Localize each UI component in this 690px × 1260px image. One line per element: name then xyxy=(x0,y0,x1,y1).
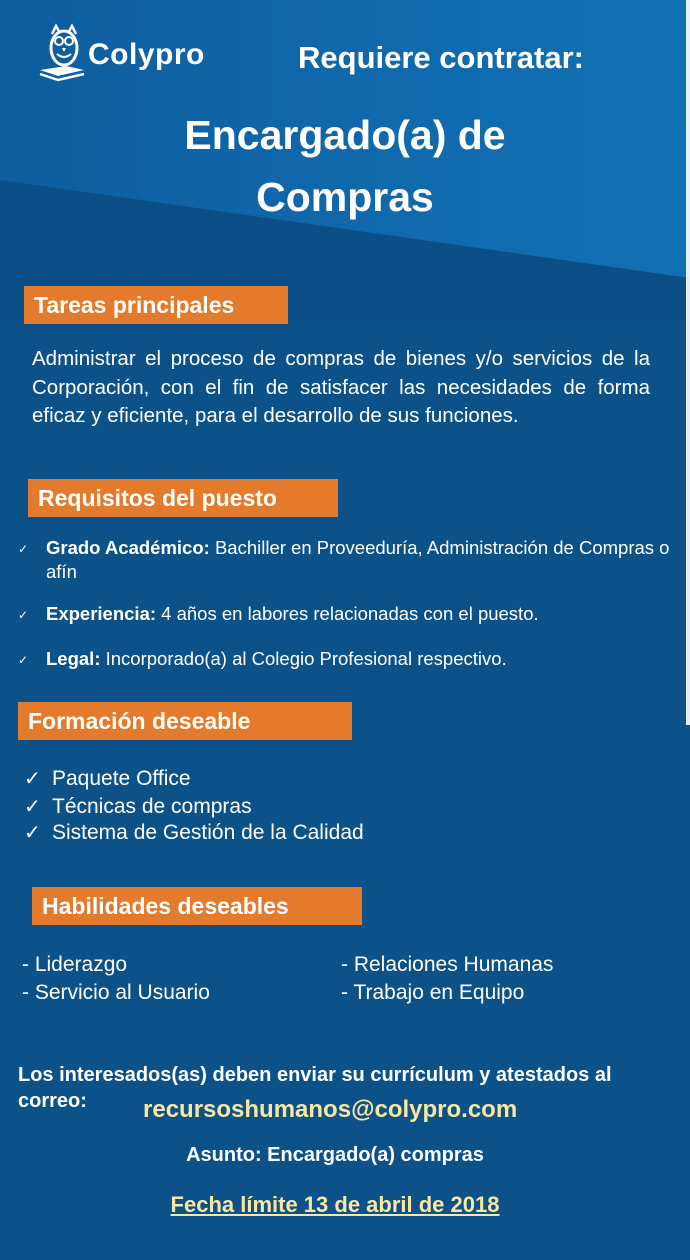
skill-item: - Trabajo en Equipo xyxy=(341,981,525,1004)
owl-on-book-icon xyxy=(36,22,88,84)
skill-item: - Relaciones Humanas xyxy=(341,953,554,976)
section-title-tasks: Tareas principales xyxy=(24,286,288,324)
contact-instructions: Los interesados(as) deben enviar su currículum y atestados al correo: xyxy=(18,1064,612,1112)
check-icon: ✓ xyxy=(24,822,41,844)
training-text: Sistema de Gestión de la Calidad xyxy=(52,821,364,844)
check-icon: ✓ xyxy=(18,542,29,556)
skill-item: - Liderazgo xyxy=(22,953,128,976)
section-title-skills: Habilidades deseables xyxy=(32,887,362,925)
check-icon: ✓ xyxy=(24,796,41,818)
skill-item: - Servicio al Usuario xyxy=(22,981,210,1004)
section-title-training: Formación deseable xyxy=(18,702,352,740)
job-title-line2: Compras xyxy=(256,174,434,220)
requirement-label: Grado Académico: xyxy=(46,537,210,558)
job-title-line1: Encargado(a) de xyxy=(184,112,506,158)
requirement-text: 4 años en labores relacionadas con el puesto. xyxy=(156,603,539,624)
requirement-label: Experiencia: xyxy=(46,603,157,624)
email-subject: Asunto: Encargado(a) compras xyxy=(186,1144,484,1166)
tasks-description: Administrar el proceso de compras de bienes y/o servicios de la Corporación, con el fin de satisfacer las necesidades de forma eficaz y eficiente, para el desarrollo de sus funciones. xyxy=(32,347,650,427)
section-title-requirements: Requisitos del puesto xyxy=(28,479,338,517)
check-icon: ✓ xyxy=(18,608,29,622)
deadline: Fecha límite 13 de abril de 2018 xyxy=(170,1192,500,1217)
training-text: Técnicas de compras xyxy=(52,795,252,818)
requirement-text: Bachiller en Proveeduría, Administración de Compras o afín xyxy=(46,537,670,582)
training-item xyxy=(24,820,364,846)
contact-email[interactable]: recursoshumanos@colypro.com xyxy=(143,1096,518,1123)
colypro-logo xyxy=(36,22,236,84)
training-text: Paquete Office xyxy=(52,767,191,790)
check-icon: ✓ xyxy=(24,768,41,790)
requirement-label: Legal: xyxy=(46,648,101,669)
requirement-text: Incorporado(a) al Colegio Profesional respectivo. xyxy=(100,648,507,669)
training-item xyxy=(24,794,252,820)
training-item xyxy=(24,766,191,792)
check-icon: ✓ xyxy=(18,653,29,667)
brand-name: Colypro xyxy=(88,38,205,71)
hiring-label: Requiere contratar: xyxy=(298,40,584,75)
